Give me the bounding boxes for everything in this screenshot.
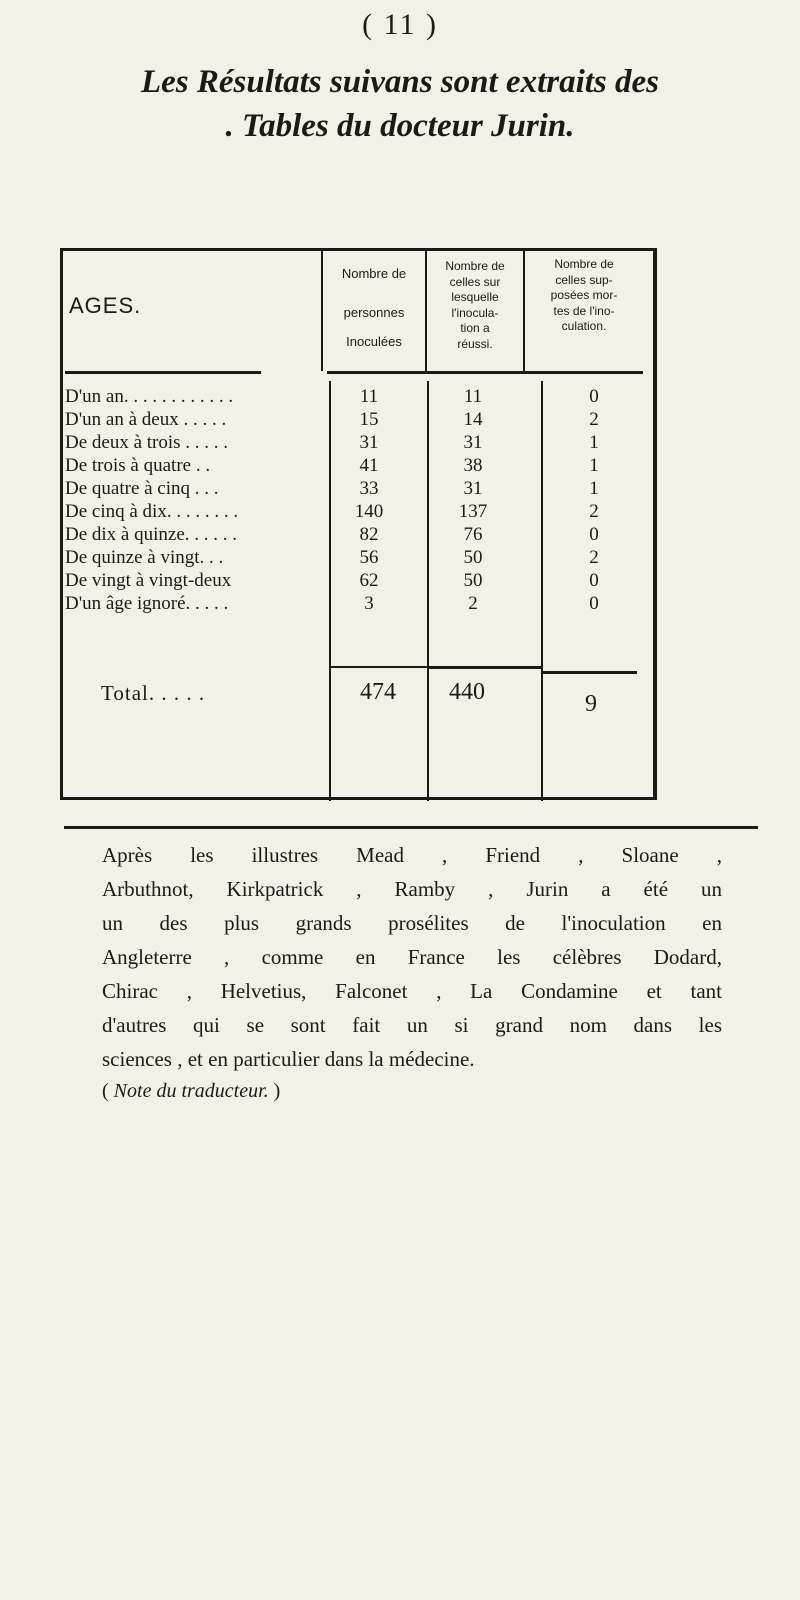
inoculated-cell: 11 — [359, 386, 379, 407]
deaths-cell: 0 — [589, 570, 599, 591]
header-col2: Nombre de celles sur lesquelle l'inocula- tion a réussi. — [445, 259, 505, 351]
deaths-cell: 1 — [589, 432, 599, 453]
paragraph-line: Angleterre , comme en France les célèbres Dodard, — [102, 945, 722, 969]
table-row — [63, 408, 653, 431]
paragraph-line: sciences , et en particulier dans la médecine. — [102, 1047, 475, 1071]
paragraph-line: d'autres qui se sont fait un si grand nom dans les — [102, 1013, 722, 1037]
inoculated-cell: 15 — [359, 409, 379, 430]
success-cell: 11 — [463, 386, 483, 407]
success-cell: 14 — [463, 409, 483, 430]
translator-note: ( Note du traducteur. ) — [102, 1080, 281, 1102]
deaths-cell: 0 — [589, 386, 599, 407]
table-row — [63, 385, 653, 408]
note-text: Note du traducteur. — [113, 1080, 269, 1102]
age-cell: De quatre à cinq . . . — [65, 478, 219, 499]
header-divider-1 — [321, 251, 323, 371]
table-row — [63, 477, 653, 500]
age-cell: De quinze à vingt. . . — [65, 547, 224, 568]
total-deaths: 9 — [585, 691, 597, 717]
paragraph-line: Chirac , Helvetius, Falconet , La Condamine et tant — [102, 979, 722, 1003]
deaths-cell: 2 — [589, 501, 599, 522]
age-cell: De cinq à dix. . . . . . . . — [65, 501, 239, 522]
success-cell: 31 — [463, 432, 483, 453]
deaths-cell: 2 — [589, 409, 599, 430]
inoculated-cell: 82 — [359, 524, 379, 545]
body-paragraph — [102, 838, 722, 1076]
separator-rule — [64, 826, 758, 829]
age-cell: De deux à trois . . . . . — [65, 432, 229, 453]
success-cell: 76 — [463, 524, 483, 545]
table-row — [63, 523, 653, 546]
deaths-cell: 2 — [589, 547, 599, 568]
age-cell: D'un an à deux . . . . . — [65, 409, 227, 430]
age-cell: D'un âge ignoré. . . . . — [65, 593, 229, 614]
total-rule-3 — [543, 671, 637, 674]
table-row — [63, 569, 653, 592]
header-ages: AGES. — [69, 293, 142, 318]
success-cell: 50 — [463, 570, 483, 591]
deaths-cell: 0 — [589, 524, 599, 545]
table-row — [63, 500, 653, 523]
total-inoculated: 474 — [360, 679, 396, 705]
success-cell: 38 — [463, 455, 483, 476]
inoculated-cell: 140 — [354, 501, 384, 522]
paragraph-line: un des plus grands prosélites de l'inoculation en — [102, 911, 722, 935]
page-number: ( 11 ) — [362, 8, 438, 41]
age-cell: De dix à quinze. . . . . . — [65, 524, 238, 545]
inoculated-cell: 56 — [359, 547, 379, 568]
header-col3: Nombre de celles sup- posées mor- tes de l'ino- culation. — [550, 257, 618, 333]
title-line-2: . Tables du docteur Jurin. — [225, 108, 575, 144]
age-cell: De trois à quatre . . — [65, 455, 211, 476]
success-cell: 50 — [463, 547, 483, 568]
table-row — [63, 546, 653, 569]
total-rule-1 — [329, 666, 427, 668]
deaths-cell: 1 — [589, 455, 599, 476]
success-cell: 2 — [468, 593, 478, 614]
table-row — [63, 592, 653, 615]
total-success: 440 — [449, 679, 485, 705]
total-rule-2 — [429, 666, 541, 669]
inoculated-cell: 33 — [359, 478, 379, 499]
inoculated-cell: 41 — [359, 455, 379, 476]
age-cell: D'un an. . . . . . . . . . . . — [65, 386, 234, 407]
table-row — [63, 431, 653, 454]
success-cell: 31 — [463, 478, 483, 499]
header-rule-ages — [65, 371, 261, 374]
inoculated-cell: 3 — [364, 593, 374, 614]
total-label: Total. . . . . — [101, 681, 206, 705]
success-cell: 137 — [458, 501, 488, 522]
deaths-cell: 1 — [589, 478, 599, 499]
page-title — [0, 60, 800, 148]
deaths-cell: 0 — [589, 593, 599, 614]
inoculated-cell: 62 — [359, 570, 379, 591]
inoculation-table — [60, 248, 657, 800]
inoculated-cell: 31 — [359, 432, 379, 453]
paragraph-line: Arbuthnot, Kirkpatrick , Ramby , Jurin a été un — [102, 877, 722, 901]
paragraph-line: Après les illustres Mead , Friend , Sloane , — [102, 843, 722, 867]
title-line-1: Les Résultats suivans sont extraits des — [141, 64, 659, 100]
header-rule-values — [327, 371, 643, 374]
table-row — [63, 454, 653, 477]
age-cell: De vingt à vingt-deux — [65, 570, 232, 591]
header-col1: Nombre de personnes Inoculées — [341, 266, 407, 349]
